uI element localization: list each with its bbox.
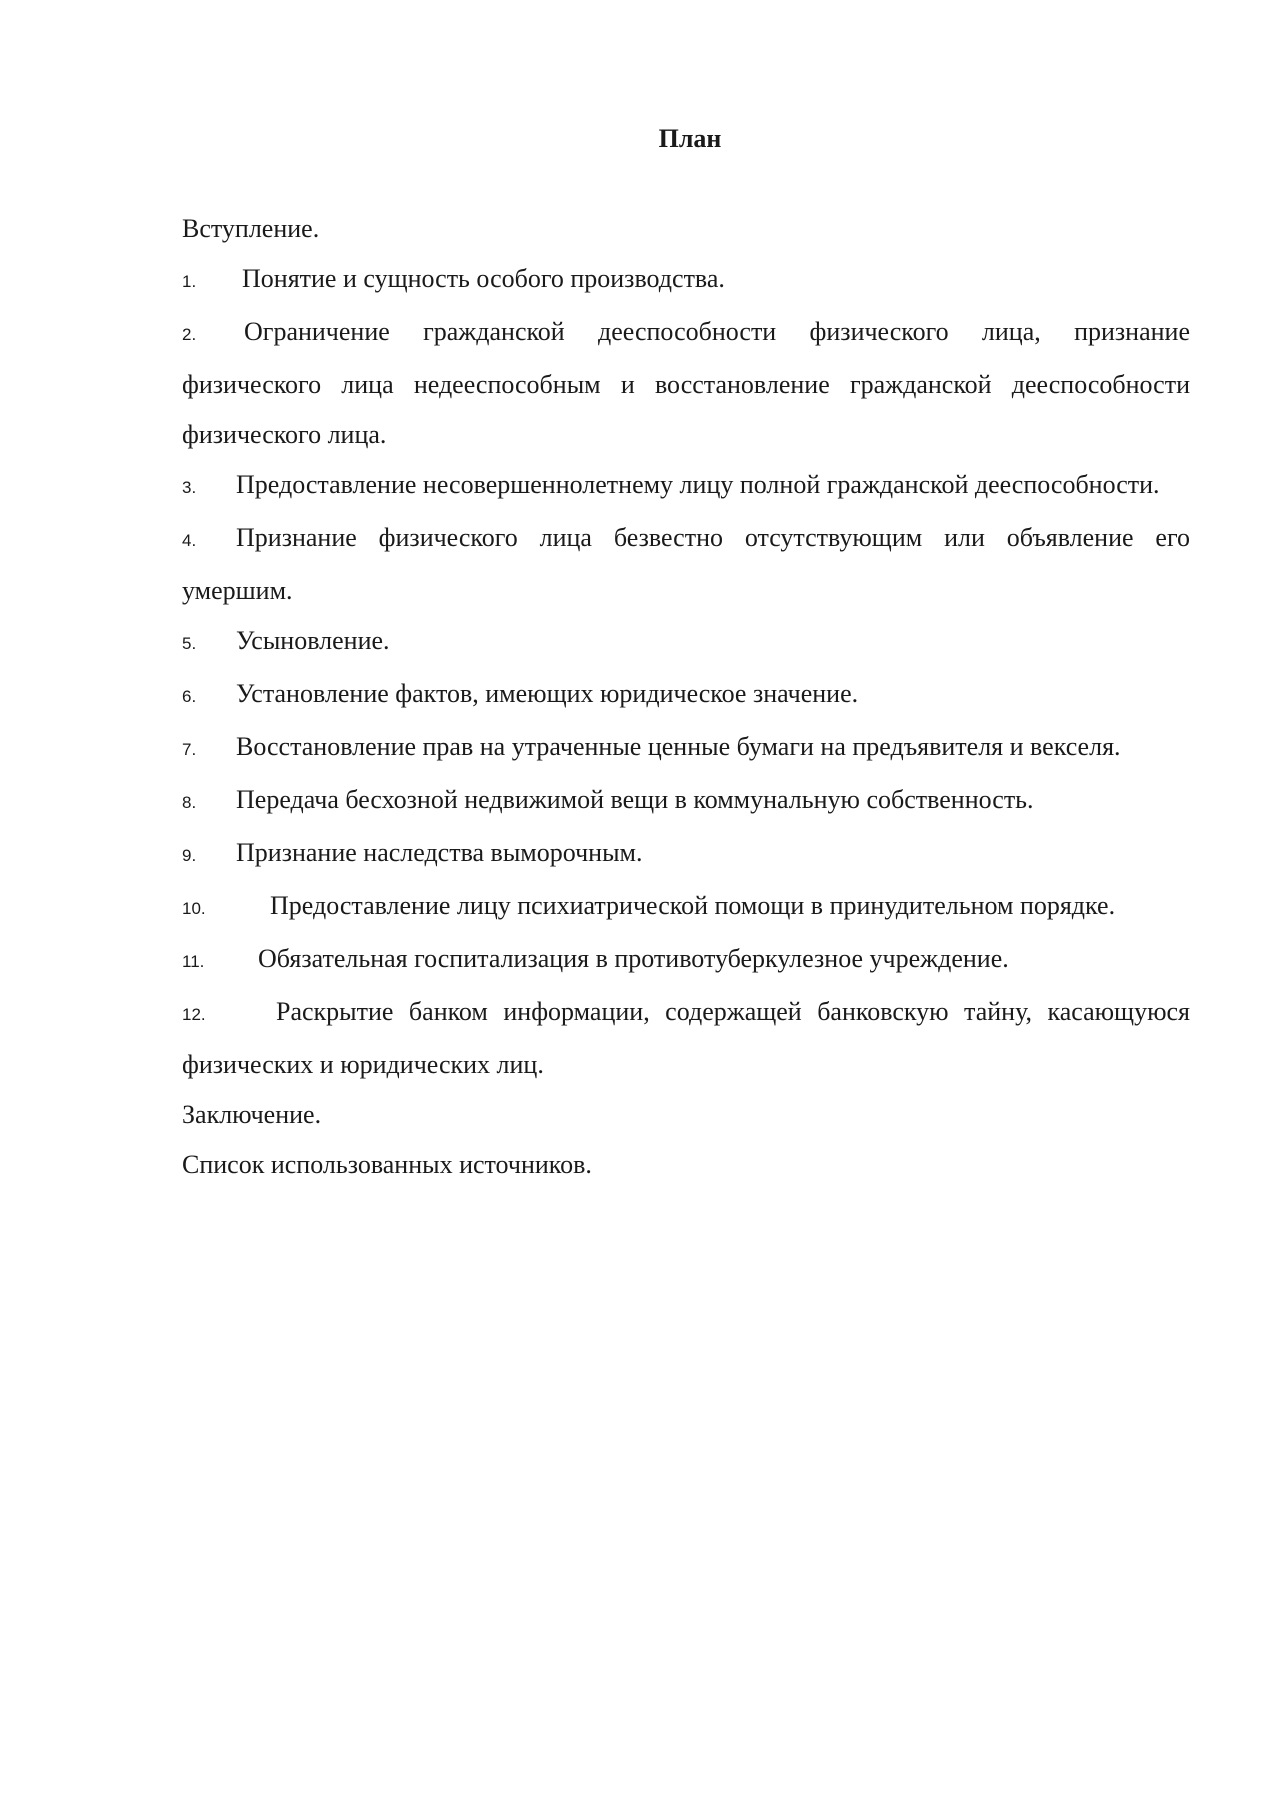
plan-item-text: Установление фактов, имеющих юридическое значение. — [236, 679, 859, 708]
plan-item-6 — [182, 669, 1190, 722]
plan-content — [182, 204, 1190, 1190]
plan-item-5 — [182, 616, 1190, 669]
plan-item-9 — [182, 828, 1190, 881]
plan-item-number: 8. — [182, 793, 197, 812]
plan-item-8 — [182, 775, 1190, 828]
sources-line: Список использованных источников. — [182, 1150, 592, 1179]
plan-item-text: Раскрытие банком информации, содержащей банковскую тайну, касающуюся физических и юридических лиц. — [182, 997, 1190, 1079]
plan-item-text: Предоставление несовершеннолетнему лицу полной гражданской дееспособности. — [236, 470, 1160, 499]
plan-item-text: Понятие и сущность особого производства. — [242, 264, 725, 293]
plan-item-number: 4. — [182, 531, 197, 550]
plan-item-number: 10. — [182, 899, 206, 918]
intro-line: Вступление. — [182, 214, 320, 243]
plan-item-number: 7. — [182, 740, 197, 759]
plan-item-text: Передача бесхозной недвижимой вещи в коммунальную собственность. — [236, 785, 1034, 814]
plan-item-4 — [182, 513, 1190, 616]
plan-item-text: Признание физического лица безвестно отсутствующим или объявление его умершим. — [182, 523, 1190, 605]
plan-item-number: 12. — [182, 1005, 206, 1024]
plan-item-number: 11. — [182, 952, 205, 971]
plan-item-number: 2. — [182, 325, 197, 344]
plan-item-number: 9. — [182, 846, 197, 865]
plan-item-2 — [182, 307, 1190, 460]
plan-item-11 — [182, 934, 1190, 987]
plan-item-12 — [182, 987, 1190, 1090]
conclusion-line: Заключение. — [182, 1100, 322, 1129]
plan-item-number: 1. — [182, 272, 197, 291]
plan-item-number: 6. — [182, 687, 197, 706]
plan-item-text: Обязательная госпитализация в противотуберкулезное учреждение. — [258, 944, 1009, 973]
plan-item-7 — [182, 722, 1190, 775]
plan-item-1 — [182, 254, 1190, 307]
plan-item-number: 5. — [182, 634, 197, 653]
plan-item-number: 3. — [182, 478, 197, 497]
plan-item-3 — [182, 460, 1190, 513]
page-title: План — [658, 124, 722, 153]
plan-item-text: Ограничение гражданской дееспособности физического лица, признание физического лица недееспособным и восстановление гражданской дееспособности физического лица. — [182, 317, 1190, 449]
plan-item-text: Усыновление. — [236, 626, 390, 655]
plan-item-10 — [182, 881, 1190, 934]
plan-item-text: Признание наследства выморочным. — [236, 838, 643, 867]
plan-item-text: Предоставление лицу психиатрической помощи в принудительном порядке. — [270, 891, 1116, 920]
plan-item-text: Восстановление прав на утраченные ценные бумаги на предъявителя и векселя. — [236, 732, 1121, 761]
